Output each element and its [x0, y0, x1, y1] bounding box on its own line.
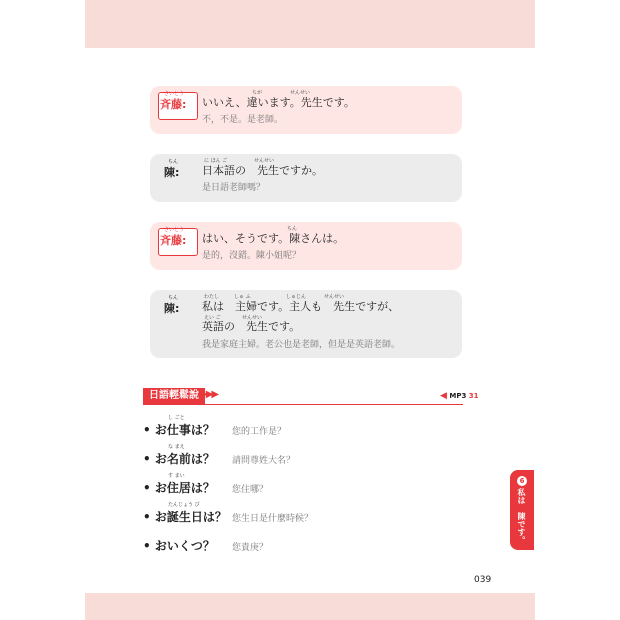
- ruby: ちん: [287, 226, 298, 232]
- ruby: わたし: [204, 294, 220, 300]
- dialog-bubble: [150, 290, 462, 358]
- ruby: しゅじん: [286, 294, 307, 300]
- phrase-chinese: 您貴庚？: [232, 543, 269, 553]
- speaker-ruby: ちん: [168, 295, 179, 301]
- dialog-bubble: [150, 222, 462, 270]
- ruby: せんせい: [254, 158, 275, 164]
- dialog-bubble: [150, 86, 462, 134]
- mp3-label: MP3: [449, 392, 467, 400]
- ruby: せんせい: [324, 294, 345, 300]
- section-divider: [143, 404, 463, 405]
- speaker-icon: ◀: [440, 391, 447, 401]
- phrase-chinese: 您住哪？: [232, 485, 269, 495]
- page-number: 039: [474, 575, 492, 585]
- chapter-title: 私は 陳です。: [517, 488, 526, 544]
- phrase-ruby: な まえ: [168, 444, 185, 450]
- dialog-japanese: 私は 主婦です。主人も 先生ですが、: [202, 300, 400, 313]
- mp3-track[interactable]: [440, 391, 479, 401]
- section-title: 日語輕鬆說: [143, 388, 205, 404]
- dialog-japanese: はい、そうです。陳さんは。: [202, 232, 345, 245]
- phrase-japanese: • おいくつ？: [143, 539, 215, 553]
- top-band: [85, 0, 535, 48]
- phrase-ruby: し ごと: [168, 415, 185, 421]
- ruby: せんせい: [290, 90, 311, 96]
- ruby: えい ご: [204, 315, 221, 321]
- arrow-icons: ▶▶▶: [200, 389, 218, 400]
- bottom-band: [85, 593, 535, 620]
- phrase-ruby: たんじょう び: [168, 502, 200, 508]
- speaker-ruby: さいとう: [164, 91, 185, 97]
- dialog-japanese-line2: 英語の 先生です。: [202, 320, 301, 333]
- phrase-ruby: す まい: [168, 473, 185, 479]
- ruby: しゅ ふ: [234, 294, 251, 300]
- dialog-chinese: 是的，沒錯。陳小姐呢？: [202, 251, 302, 261]
- speaker-name: 陳:: [164, 302, 180, 315]
- dialog-chinese: 我是家庭主婦。老公也是老師，但是是英語老師。: [202, 340, 401, 350]
- phrase-chinese: 您的工作是？: [232, 427, 287, 437]
- chapter-tab[interactable]: [510, 470, 534, 550]
- speaker-ruby: さいとう: [164, 227, 185, 233]
- chapter-number: 6: [517, 476, 527, 486]
- speaker-ruby: ちん: [168, 159, 179, 165]
- speaker-name: 斉藤:: [160, 234, 187, 247]
- mp3-number: 31: [468, 392, 479, 400]
- dialog-japanese: いいえ、違います。先生です。: [202, 96, 355, 109]
- dialog-chinese: 是日語老師嗎？: [202, 183, 266, 193]
- speaker-name: 陳:: [164, 166, 180, 179]
- speaker-name: 斉藤:: [160, 98, 187, 111]
- phrase-chinese: 您生日是什麼時候？: [232, 514, 314, 524]
- dialog-japanese: 日本語の 先生ですか。: [202, 164, 323, 177]
- phrase-japanese: • お名前は？: [143, 452, 215, 466]
- phrase-japanese: • お誕生日は？: [143, 510, 227, 524]
- phrase-japanese: • お住居は？: [143, 481, 215, 495]
- ruby: ちが: [252, 90, 263, 96]
- ruby: に ほん ご: [204, 158, 228, 164]
- phrase-japanese: • お仕事は？: [143, 423, 215, 437]
- phrase-chinese: 請問尊姓大名？: [232, 456, 296, 466]
- ruby: せんせい: [242, 315, 263, 321]
- dialog-chinese: 不，不是。是老師。: [202, 115, 284, 125]
- dialog-bubble: [150, 154, 462, 202]
